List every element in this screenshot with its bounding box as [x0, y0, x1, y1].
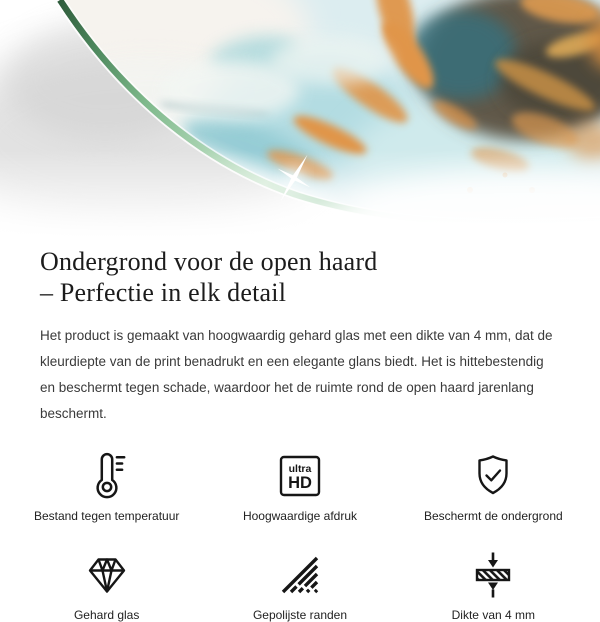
feature-grid	[0, 444, 600, 622]
ultra-text: ultra	[288, 463, 312, 475]
feature-temperature	[10, 444, 203, 523]
thickness-4mm-icon	[469, 543, 517, 599]
feature-polished-edges	[203, 543, 396, 622]
diamond-icon	[83, 543, 131, 599]
feature-label: Dikte van 4 mm	[451, 608, 535, 622]
hd-text: HD	[288, 474, 312, 492]
hero-image	[0, 0, 600, 238]
feature-label: Bestand tegen temperatuur	[33, 509, 180, 523]
polished-edges-icon	[276, 543, 324, 599]
feature-thickness	[397, 543, 590, 622]
shield-check-icon	[469, 444, 517, 500]
page-title-line1: Ondergrond voor de open haard	[40, 247, 378, 276]
feature-label: Beschermt de ondergrond	[423, 509, 563, 523]
ultra-hd-icon	[276, 444, 324, 500]
thermometer-icon	[82, 444, 132, 500]
feature-protection	[397, 444, 590, 523]
feature-label: Gehard glas	[73, 608, 140, 622]
feature-tempered-glass	[10, 543, 203, 622]
feature-label: Gepolijste randen	[252, 608, 348, 622]
page-title-line2: – Perfectie in elk detail	[40, 278, 287, 307]
bottom-fade	[0, 150, 600, 238]
product-description: Het product is gemaakt van hoogwaardig gehard glas met een dikte van 4 mm, dat de kleurdiepte van de print benadrukt en een elegante glans biedt. Het is hittebestendig en beschermt tegen schade, waardoor het de ruimte rond de open haard jarenlang beschermt.	[40, 328, 553, 421]
feature-label: Hoogwaardige afdruk	[242, 509, 358, 523]
feature-print-quality	[203, 444, 396, 523]
description-block	[0, 246, 600, 427]
page-title	[40, 246, 560, 308]
